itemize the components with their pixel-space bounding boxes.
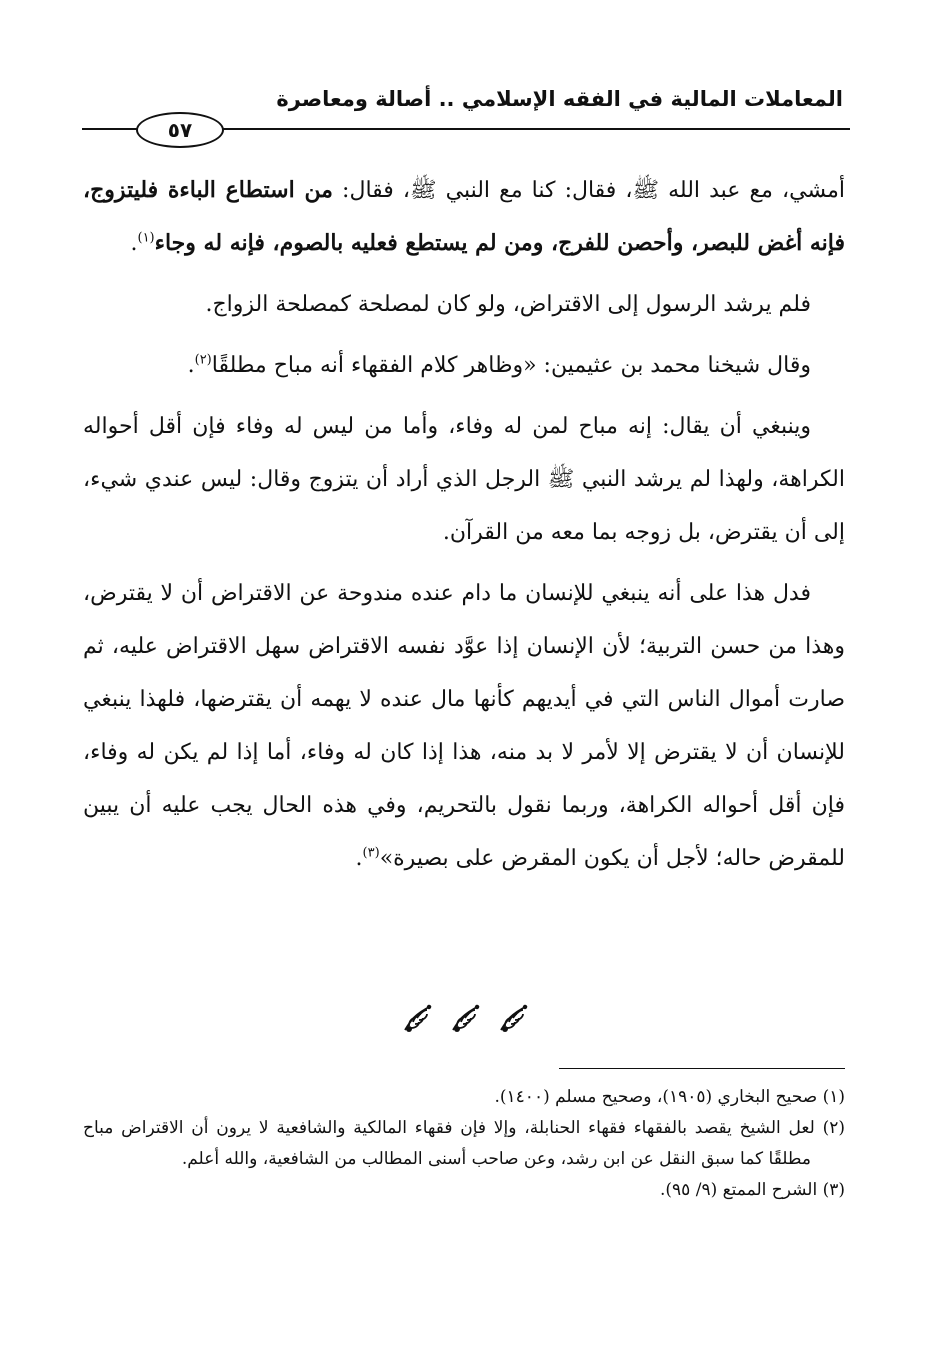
footnote-2: (٢) لعل الشيخ يقصد بالفقهاء فقهاء الحنابلة، وإلا فإن فقهاء المالكية والشافعية لا يرون أن الاقتراض مباح مطلقًا كما سبق النقل عن ابن رشد، وعن صاحب أسنى المطالب من الشافعية، والله أعلم. (83, 1118, 845, 1169)
paragraph-conclusion (83, 567, 845, 885)
quote-end: . (187, 353, 195, 378)
footnote-rule (559, 1068, 845, 1069)
conclusion-text: فدل هذا على أنه ينبغي للإنسان ما دام عنده مندوحة عن الاقتراض أن لا يقترض، وهذا من حسن التربية؛ لأن الإنسان إذا عوَّد نفسه الاقتراض سهل الاقتراض عليه، ثم صارت أموال الناس التي في أيديهم كأنها مال عنده لا يهمه أن يقترضها، فلهذا ينبغي للإنسان أن لا يقترض إلا لأمر لا بد منه، هذا إذا كان له وفاء، أما إذا لم يكن له وفاء، فإن أقل أحواله الكراهة، وربما نقول بالتحريم، وفي هذه الحال يجب عليه أن يبين للمقرض حاله؛ لأجل أن يكون المقرض على بصيرة» (83, 581, 845, 871)
hadith-quote: من استطاع الباءة فليتزوج، فإنه أغض للبصر، وأحصن للفرج، ومن لم يستطع فعليه بالصوم، فإنه له وجاء (83, 177, 845, 256)
hadith-intro: أمشي، مع عبد الله ﷺ، فقال: كنا مع النبي ﷺ، فقال: (332, 178, 845, 203)
floral-ornament-icon (401, 1000, 437, 1036)
main-text (83, 164, 845, 893)
paragraph-quote-start (83, 339, 845, 392)
footnote-ref-1[interactable]: (١) (137, 230, 155, 246)
floral-ornament-icon (449, 1000, 485, 1036)
paragraph-guidance: فلم يرشد الرسول إلى الاقتراض، ولو كان لمصلحة كمصلحة الزواج. (205, 292, 811, 317)
section-divider (0, 1000, 933, 1036)
paragraph-ruling: وينبغي أن يقال: إنه مباح لمن له وفاء، وأما من ليس له وفاء فإن أقل أحواله الكراهة، ولهذا لم يرشد النبي ﷺ الرجل الذي أراد أن يتزوج وقال: ليس عندي شيء، إلى أن يقترض، بل زوجه بما معه من القرآن. (83, 414, 845, 545)
footnote-3: (٣) الشرح الممتع (٩/ ٩٥). (659, 1180, 845, 1200)
footnote-ref-2[interactable]: (٢) (194, 352, 212, 368)
floral-ornament-icon (497, 1000, 533, 1036)
conclusion-end: . (355, 846, 363, 871)
page-number: ٥٧ (136, 112, 224, 148)
paragraph-hadith (83, 164, 845, 270)
footnotes (83, 1082, 845, 1206)
hadith-end: . (130, 231, 138, 256)
footnote-1: (١) صحيح البخاري (١٩٠٥)، وصحيح مسلم (١٤٠٠). (494, 1087, 845, 1107)
quote-text: وقال شيخنا محمد بن عثيمين: «وظاهر كلام الفقهاء أنه مباح مطلقًا (211, 353, 811, 378)
running-title: المعاملات المالية في الفقه الإسلامي .. أصالة ومعاصرة (276, 87, 843, 111)
footnote-ref-3[interactable]: (٣) (362, 845, 380, 861)
